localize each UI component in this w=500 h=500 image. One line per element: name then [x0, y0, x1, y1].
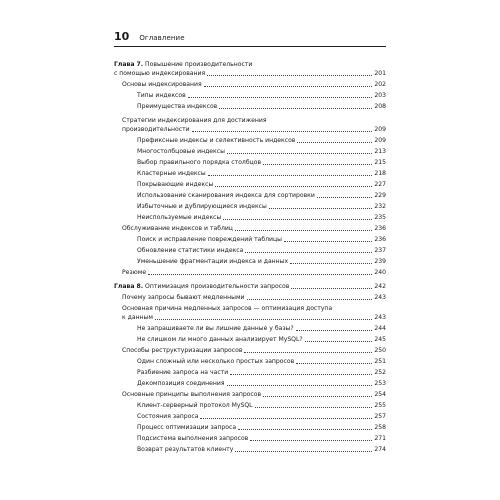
dot-leader [208, 175, 373, 176]
dot-leader [219, 108, 372, 109]
toc-entry-title-text: Неиспользуемые индексы [137, 214, 222, 222]
toc-entry [114, 434, 386, 443]
toc-entry-title [137, 235, 282, 244]
toc-entry-first-line [122, 116, 386, 125]
toc-page-number: 243 [374, 294, 386, 302]
toc-entry-title [122, 125, 190, 134]
toc-entry-title [137, 368, 228, 377]
toc-page-number: 274 [374, 446, 386, 453]
toc-entry-title [122, 268, 146, 277]
toc-entry-row [137, 136, 386, 145]
toc-entry [114, 102, 386, 111]
toc-page-number: 236 [374, 236, 386, 244]
dot-leader [291, 288, 372, 289]
toc-entry [114, 147, 386, 156]
toc-entry [114, 235, 386, 244]
dot-leader [247, 299, 373, 300]
toc-entry-title [137, 246, 243, 255]
toc-page-number: 229 [374, 192, 386, 200]
toc-entry-row [137, 213, 386, 222]
table-of-contents [114, 60, 386, 456]
dot-leader [215, 186, 372, 187]
toc-entry-title [114, 69, 205, 78]
toc-entry-title-text: Не слишком ли много данных анализирует MySQL? [137, 336, 303, 344]
toc-page-number: 255 [374, 402, 386, 410]
dot-leader [263, 396, 372, 397]
toc-entry-title-text: Подсистема выполнения запросов [137, 435, 249, 443]
toc-entry-row [122, 293, 386, 302]
toc-entry-title-text: к данным [122, 314, 153, 322]
toc-page-number: 236 [374, 225, 386, 233]
dot-leader [235, 230, 372, 231]
toc-page-number: 243 [374, 314, 386, 322]
dot-leader [235, 451, 372, 452]
toc-entry-row [114, 282, 386, 291]
toc-entry-row [137, 180, 386, 189]
dot-leader [204, 86, 373, 87]
toc-entry [114, 304, 386, 322]
toc-entry-title [137, 169, 206, 178]
dot-leader [200, 418, 372, 419]
toc-entry-title-text: Один сложный или несколько простых запросов [137, 358, 295, 366]
toc-entry-title-text: Избыточные и дублирующиеся индексы [137, 203, 267, 211]
toc-entry [114, 401, 386, 410]
dot-leader [255, 407, 373, 408]
toc-entry [114, 213, 386, 222]
toc-page-number: 252 [374, 369, 386, 377]
toc-entry [114, 246, 386, 255]
toc-entry-row [137, 335, 386, 344]
chapter-label: Глава 7. [114, 61, 144, 68]
toc-entry [114, 80, 386, 89]
toc-page-number: 235 [374, 214, 386, 222]
dot-leader [290, 263, 372, 264]
toc-entry-row [137, 412, 386, 421]
toc-entry-title [137, 213, 221, 222]
toc-entry-row [137, 169, 386, 178]
toc-entry-title [137, 379, 225, 388]
toc-entry-title-text: Основы индексирования [122, 81, 202, 89]
toc-entry [114, 224, 386, 233]
dot-leader [227, 153, 372, 154]
dot-leader [155, 319, 372, 320]
toc-entry-row [114, 69, 386, 78]
toc-entry-title-text: Преимущества индексов [137, 103, 218, 111]
toc-entry-title [114, 282, 289, 291]
toc-entry-row [137, 91, 386, 100]
toc-entry [114, 268, 386, 277]
dot-leader [297, 142, 372, 143]
toc-entry-row [122, 125, 386, 134]
toc-entry-row [137, 246, 386, 255]
toc-entry-title [137, 202, 267, 211]
toc-entry-row [137, 202, 386, 211]
toc-entry-title [137, 357, 294, 366]
toc-page-number: 208 [374, 103, 386, 111]
toc-entry-title [137, 434, 248, 443]
toc-entry-title [122, 346, 242, 355]
toc-entry [114, 180, 386, 189]
toc-page-number: 258 [374, 424, 386, 432]
toc-entry-title-text: Возврат результатов клиенту [137, 446, 234, 453]
dot-leader [317, 197, 373, 198]
dot-leader [296, 363, 372, 364]
dot-leader [230, 374, 372, 375]
toc-page-number: 227 [374, 181, 386, 189]
toc-page-number: 250 [374, 347, 386, 355]
dot-leader [148, 274, 372, 275]
toc-entry [114, 202, 386, 211]
toc-entry-row [122, 390, 386, 399]
toc-entry-row [137, 158, 386, 167]
toc-entry-title [137, 412, 198, 421]
dot-leader [227, 385, 373, 386]
toc-entry [114, 158, 386, 167]
toc-entry-title-text: Разбиение запроса на части [137, 369, 229, 377]
toc-page-number: 237 [374, 247, 386, 255]
toc-entry-row [137, 357, 386, 366]
toc-entry-title-text: Многостолбцовые индексы [137, 148, 225, 156]
toc-entry-title [122, 313, 153, 322]
toc-entry [114, 390, 386, 399]
toc-entry-title-text: Типы индексов [137, 92, 186, 100]
toc-page-number: 245 [374, 336, 386, 344]
toc-entry [114, 282, 386, 291]
toc-page-number: 232 [374, 203, 386, 211]
dot-leader [207, 75, 372, 76]
toc-entry-row [137, 102, 386, 111]
dot-leader [223, 219, 372, 220]
dot-leader [245, 252, 372, 253]
toc-entry-row [137, 191, 386, 200]
toc-page-number: 244 [374, 325, 386, 333]
toc-entry [114, 60, 386, 78]
toc-entry-title-text: Не запрашиваете ли вы лишние данные у базы? [137, 325, 294, 333]
toc-entry [114, 191, 386, 200]
toc-entry-row [122, 80, 386, 89]
toc-entry [114, 324, 386, 333]
toc-page-number: 254 [374, 391, 386, 399]
toc-entry [114, 445, 386, 454]
toc-page-number: 209 [374, 126, 386, 134]
toc-entry [114, 293, 386, 302]
toc-entry-title [137, 91, 186, 100]
toc-entry [114, 368, 386, 377]
toc-page-number: 251 [374, 358, 386, 366]
toc-entry-title-line1: Основная причина медленных запросов — оптимизация доступа [122, 305, 333, 313]
toc-entry-title-line1: Стратегии индексирования для достижения [122, 117, 267, 125]
toc-entry [114, 346, 386, 355]
toc-entry-title-text: Способы реструктуризации запросов [122, 347, 243, 355]
toc-entry [114, 91, 386, 100]
dot-leader [284, 241, 372, 242]
toc-entry-title-text: Обновление статистики индекса [137, 247, 244, 255]
toc-entry-title-text: Префиксные индексы и селективность индексов [137, 137, 296, 145]
toc-entry-row [137, 257, 386, 266]
toc-entry-title-text: Поиск и исправление повреждений таблицы [137, 236, 282, 244]
toc-entry-title [122, 224, 233, 233]
toc-page-number: 239 [374, 258, 386, 266]
toc-entry-title-text: Резюме [122, 269, 147, 277]
dot-leader [250, 440, 372, 441]
toc-entry [114, 257, 386, 266]
toc-entry-title-text: Почему запросы бывают медленными [122, 294, 245, 302]
toc-entry-row [137, 324, 386, 333]
toc-entry-title-text: Обслуживание индексов и таблиц [122, 225, 233, 233]
toc-entry-row [137, 434, 386, 443]
toc-entry-title-text: Кластерные индексы [137, 170, 206, 178]
dot-leader [269, 208, 373, 209]
toc-entry-first-line [114, 60, 386, 69]
toc-page-number: 218 [374, 170, 386, 178]
toc-entry-title [122, 293, 245, 302]
toc-entry-title [122, 390, 261, 399]
toc-entry-title [137, 191, 315, 200]
header-rule [114, 46, 386, 47]
toc-entry-row [137, 379, 386, 388]
toc-entry-title [137, 147, 225, 156]
toc-entry-row [137, 445, 386, 454]
toc-entry-title [137, 102, 217, 111]
toc-entry-title-text: Покрывающие индексы [137, 181, 214, 189]
toc-entry [114, 357, 386, 366]
toc-page-number: 203 [374, 92, 386, 100]
toc-entry-title [137, 257, 288, 266]
toc-entry-row [122, 346, 386, 355]
toc-entry-title-text: Оптимизация производительности запросов [143, 283, 290, 291]
toc-entry-title-line1: Повышение производительности [143, 61, 253, 68]
toc-entry-title [137, 136, 295, 145]
toc-page-number: 213 [374, 148, 386, 156]
toc-entry-title-text: производительности [122, 126, 190, 134]
toc-entry-title [137, 158, 261, 167]
page-header [114, 30, 386, 46]
toc-entry-title-text: Основные принципы выполнения запросов [122, 391, 262, 399]
toc-entry-title [137, 401, 253, 410]
toc-entry [114, 379, 386, 388]
page-number: 10 [114, 30, 130, 43]
toc-entry-title-text: с помощью индексирования [114, 70, 206, 78]
toc-entry-title [137, 180, 213, 189]
toc-entry-title [122, 80, 202, 89]
dot-leader [192, 131, 373, 132]
dot-leader [305, 341, 373, 342]
toc-entry [114, 169, 386, 178]
toc-entry-title-text: Выбор правильного порядка столбцов [137, 159, 262, 167]
toc-entry-first-line [122, 304, 386, 313]
running-title: Оглавление [139, 34, 185, 42]
toc-page-number: 271 [374, 435, 386, 443]
toc-entry-row [122, 268, 386, 277]
toc-entry-title-text: Состояния запроса [137, 413, 199, 421]
toc-page-number: 242 [374, 283, 386, 291]
toc-entry-title-text: Уменьшение фрагментации индекса и данных [137, 258, 289, 266]
toc-page-number: 257 [374, 413, 386, 421]
toc-entry-row [137, 147, 386, 156]
toc-entry-row [137, 423, 386, 432]
toc-entry-row [137, 401, 386, 410]
toc-entry [114, 423, 386, 432]
toc-entry [114, 412, 386, 421]
toc-entry [114, 335, 386, 344]
toc-entry [114, 116, 386, 134]
dot-leader [263, 164, 372, 165]
dot-leader [188, 97, 373, 98]
toc-page-number: 202 [374, 81, 386, 89]
toc-entry-title-text: Клиент-серверный протокол MySQL [137, 402, 253, 410]
toc-entry-title [137, 335, 303, 344]
toc-page-number: 240 [374, 269, 386, 277]
toc-entry [114, 136, 386, 145]
toc-entry-title-text: Декомпозиция соединения [137, 380, 225, 388]
toc-entry-title-text: Процесс оптимизации запроса [137, 424, 237, 432]
toc-entry-row [122, 224, 386, 233]
chapter-label: Глава 8. [114, 283, 144, 291]
toc-entry-row [137, 235, 386, 244]
toc-page-number: 215 [374, 159, 386, 167]
toc-page-number: 201 [374, 70, 386, 78]
toc-page-number: 253 [374, 380, 386, 388]
toc-entry-row [122, 313, 386, 322]
toc-entry-title-text: Использование сканирования индекса для сортировки [137, 192, 315, 200]
dot-leader [296, 330, 373, 331]
toc-entry-title [137, 423, 236, 432]
toc-entry-row [137, 368, 386, 377]
toc-entry-title [137, 445, 233, 454]
toc-entry-title [137, 324, 294, 333]
dot-leader [238, 429, 372, 430]
dot-leader [244, 352, 372, 353]
toc-page-number: 209 [374, 137, 386, 145]
